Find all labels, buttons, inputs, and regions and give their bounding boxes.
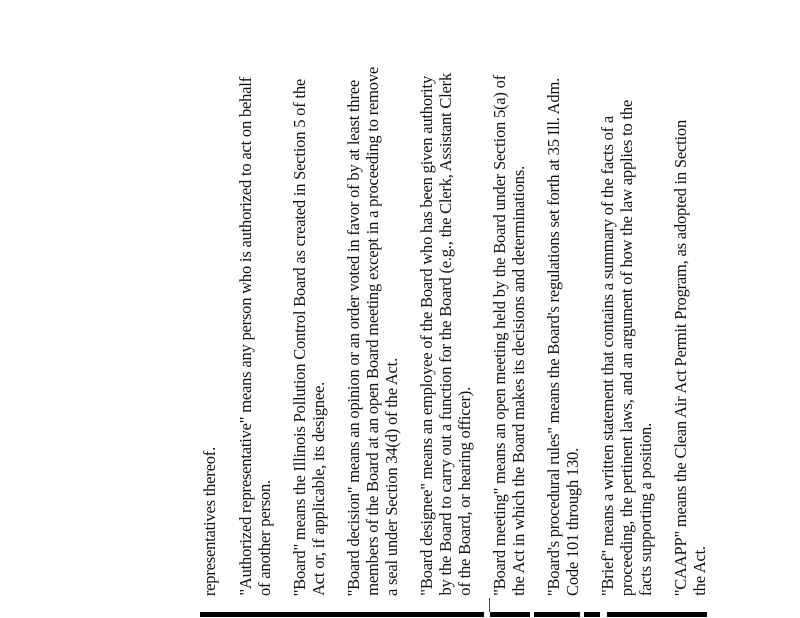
text-line: a seal under Section 34(d) of the Act. [382,358,401,596]
scan-edge-gap [530,612,534,617]
scan-artifact-line [489,598,490,612]
text-line: "Board" means the Illinois Pollution Control Board as created in Section 5 of the [290,78,309,596]
scan-edge-gap [484,612,490,617]
text-line: "Board designee" means an employee of the Board who has been given authority [417,76,436,596]
text-line: "Brief" means a written statement that contains a summary of the facts of a [598,115,617,596]
text-line: "Board decision" means an opinion or an order voted in favor of by at least three [344,79,363,596]
text-line: "Authorized representative" means any person who is authorized to act on behalf [236,77,255,596]
text-line: Act or, if applicable, its designee. [309,382,328,596]
text-line: of the Board, or hearing officer). [455,387,474,596]
text-line: "Board's procedural rules" means the Board's regulations set forth at 35 Ill. Adm. [544,77,563,596]
text-line: by the Board to carry out a function for the Board (e.g., the Clerk, Assistant Clerk [436,73,455,596]
text-line: "CAAPP" means the Clean Air Act Permit Program, as adopted in Section [671,119,690,596]
scan-edge-rule [607,612,707,617]
text-line: Code 101 through 130. [563,448,582,596]
text-line: proceeding, the pertinent laws, and an argument of how the law applies to the [617,99,636,596]
scan-edge-gap [580,612,584,617]
text-line: members of the Board at an open Board meeting except in a proceeding to remove [363,67,382,596]
text-line: "Board meeting" means an open meeting held by the Board under Section 5(a) of [490,75,509,596]
text-line: representatives thereof. [200,446,219,596]
text-line: the Act. [690,546,709,596]
text-line: the Act in which the Board makes its decisions and determinations. [509,166,528,596]
scan-edge-rule [200,612,600,617]
text-line: of another person. [255,480,274,596]
text-line: facts supporting a position. [636,422,655,596]
